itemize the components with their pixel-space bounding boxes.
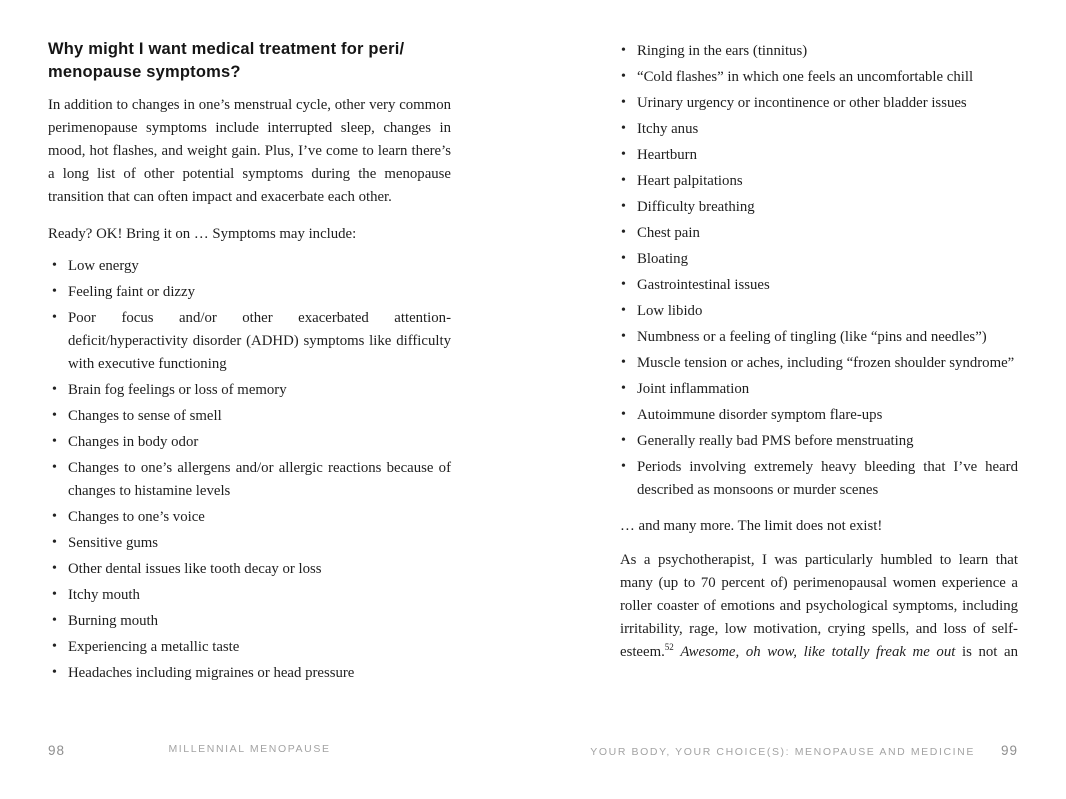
bullet-icon: • bbox=[621, 43, 626, 58]
bullet-icon: • bbox=[52, 284, 57, 299]
bullet-text: Heartburn bbox=[637, 147, 697, 163]
left-page-footer bbox=[48, 743, 451, 758]
list-item bbox=[620, 222, 1018, 245]
bullet-text: Low libido bbox=[637, 303, 703, 319]
list-item bbox=[48, 307, 451, 376]
list-item bbox=[620, 248, 1018, 271]
list-item bbox=[48, 558, 451, 581]
bullet-text: Gastrointestinal issues bbox=[637, 277, 770, 293]
list-item bbox=[620, 456, 1018, 502]
page-title-line1: Why might I want medical treatment for peri/ bbox=[48, 40, 405, 58]
bullet-text: Brain fog feelings or loss of memory bbox=[68, 382, 287, 398]
bullet-icon: • bbox=[621, 459, 626, 474]
bullet-icon: • bbox=[621, 407, 626, 422]
list-item bbox=[620, 118, 1018, 141]
bullet-text: Urinary urgency or incontinence or other bladder issues bbox=[637, 95, 967, 111]
bullet-text: “Cold flashes” in which one feels an uncomfortable chill bbox=[637, 69, 974, 85]
list-item bbox=[48, 379, 451, 402]
list-item bbox=[620, 326, 1018, 349]
bullet-text: Autoimmune disorder symptom flare-ups bbox=[637, 407, 883, 423]
bullet-text: Muscle tension or aches, including “frozen shoulder syndrome” bbox=[637, 355, 1015, 371]
bullet-icon: • bbox=[52, 587, 57, 602]
bullet-text: Sensitive gums bbox=[68, 535, 159, 551]
list-item bbox=[620, 430, 1018, 453]
list-item bbox=[48, 610, 451, 633]
intro-paragraph: In addition to changes in one’s menstrual cycle, other very common perimenopause symptoms include interrupted sleep, changes in mood, hot flashes, and weight gain. Plus, I’ve come to learn there’s a long list of other potential symptoms during the menopause transition that can often impact and exacerbate each other. bbox=[48, 97, 451, 205]
bullet-icon: • bbox=[52, 561, 57, 576]
bullet-text: Generally really bad PMS before menstruating bbox=[637, 433, 914, 449]
bullet-text: Headaches including migraines or head pressure bbox=[68, 665, 355, 681]
page-number: 98 bbox=[48, 743, 66, 758]
bullet-text: Changes to one’s voice bbox=[68, 509, 205, 525]
symptom-list-right bbox=[620, 40, 1018, 502]
bullet-icon: • bbox=[52, 639, 57, 654]
list-item bbox=[48, 506, 451, 529]
list-item bbox=[620, 66, 1018, 89]
bullet-text: Changes to sense of smell bbox=[68, 408, 222, 424]
symptom-list-left bbox=[48, 255, 451, 685]
bullet-text: Feeling faint or dizzy bbox=[68, 284, 195, 300]
bullet-icon: • bbox=[621, 199, 626, 214]
footnote-marker: 52 bbox=[664, 642, 674, 653]
list-item bbox=[620, 274, 1018, 297]
running-title: YOUR BODY, YOUR CHOICE(S): MENOPAUSE AND MEDICINE bbox=[590, 746, 975, 758]
many-more-line: … and many more. The limit does not exist! bbox=[620, 518, 883, 534]
bullet-icon: • bbox=[621, 277, 626, 292]
running-title: MILLENNIAL MENOPAUSE bbox=[168, 743, 331, 755]
list-item bbox=[48, 662, 451, 685]
bullet-icon: • bbox=[52, 460, 57, 475]
list-item bbox=[620, 170, 1018, 193]
page-number: 99 bbox=[1000, 743, 1018, 758]
list-item bbox=[620, 196, 1018, 219]
bullet-icon: • bbox=[52, 535, 57, 550]
list-item bbox=[48, 255, 451, 278]
bullet-icon: • bbox=[52, 509, 57, 524]
italic-phrase: Awesome, oh wow, like totally freak me out bbox=[680, 644, 956, 660]
bullet-text: Burning mouth bbox=[68, 613, 159, 629]
bullet-icon: • bbox=[621, 251, 626, 266]
bullet-icon: • bbox=[621, 329, 626, 344]
bullet-icon: • bbox=[621, 147, 626, 162]
list-item bbox=[48, 457, 451, 503]
bullet-icon: • bbox=[52, 258, 57, 273]
list-item bbox=[620, 144, 1018, 167]
bullet-icon: • bbox=[52, 665, 57, 680]
bullet-icon: • bbox=[621, 173, 626, 188]
bullet-text: Bloating bbox=[637, 251, 688, 267]
bullet-text: Periods involving extremely heavy bleeding that I’ve heard described as monsoons or murder scenes bbox=[637, 459, 1018, 498]
ready-line: Ready? OK! Bring it on … Symptoms may include: bbox=[48, 226, 357, 242]
list-item bbox=[48, 405, 451, 428]
page-title-line2: menopause symptoms? bbox=[48, 63, 241, 81]
bullet-icon: • bbox=[621, 225, 626, 240]
page-title bbox=[48, 38, 451, 84]
list-item bbox=[620, 92, 1018, 115]
bullet-icon: • bbox=[52, 408, 57, 423]
bullet-icon: • bbox=[621, 121, 626, 136]
bullet-text: Changes in body odor bbox=[68, 434, 199, 450]
bullet-icon: • bbox=[621, 95, 626, 110]
closing-paragraph bbox=[620, 549, 1018, 664]
list-item bbox=[620, 352, 1018, 375]
bullet-text: Itchy anus bbox=[637, 121, 699, 137]
bullet-icon: • bbox=[621, 381, 626, 396]
bullet-icon: • bbox=[52, 382, 57, 397]
bullet-text: Chest pain bbox=[637, 225, 700, 241]
bullet-icon: • bbox=[621, 433, 626, 448]
bullet-text: Poor focus and/or other exacerbated attention-deficit/hyperactivity disorder (ADHD) symptoms like difficulty with executive functioning bbox=[68, 310, 451, 372]
list-item bbox=[48, 532, 451, 555]
bullet-icon: • bbox=[621, 355, 626, 370]
left-page-column bbox=[48, 38, 451, 688]
list-item bbox=[48, 431, 451, 454]
right-page-column bbox=[620, 40, 1018, 664]
bullet-text: Numbness or a feeling of tingling (like “pins and needles”) bbox=[637, 329, 987, 345]
closing-tail: is not an bbox=[961, 644, 1018, 660]
bullet-text: Ringing in the ears (tinnitus) bbox=[637, 43, 808, 59]
bullet-text: Heart palpitations bbox=[637, 173, 743, 189]
right-page-footer bbox=[590, 743, 1018, 758]
list-item bbox=[48, 281, 451, 304]
list-item bbox=[48, 636, 451, 659]
bullet-text: Low energy bbox=[68, 258, 139, 274]
closing-lead: As a psychotherapist, I was particularly humbled to learn that many (up to 70 percent of) perimenopausal women experience a roller coaster of emotions and psychological symptoms, including irritability, rage, low motivation, crying spells, and loss of self-esteem. bbox=[620, 552, 1018, 660]
bullet-text: Changes to one’s allergens and/or allergic reactions because of changes to histamine levels bbox=[68, 460, 451, 499]
bullet-text: Other dental issues like tooth decay or loss bbox=[68, 561, 322, 577]
list-item bbox=[620, 40, 1018, 63]
bullet-text: Joint inflammation bbox=[637, 381, 750, 397]
list-item bbox=[620, 404, 1018, 427]
bullet-text: Difficulty breathing bbox=[637, 199, 755, 215]
list-item bbox=[620, 378, 1018, 401]
list-item bbox=[620, 300, 1018, 323]
list-item bbox=[48, 584, 451, 607]
bullet-text: Experiencing a metallic taste bbox=[68, 639, 240, 655]
bullet-icon: • bbox=[621, 303, 626, 318]
bullet-icon: • bbox=[52, 613, 57, 628]
bullet-text: Itchy mouth bbox=[68, 587, 140, 603]
bullet-icon: • bbox=[52, 434, 57, 449]
bullet-icon: • bbox=[52, 310, 57, 325]
bullet-icon: • bbox=[621, 69, 626, 84]
